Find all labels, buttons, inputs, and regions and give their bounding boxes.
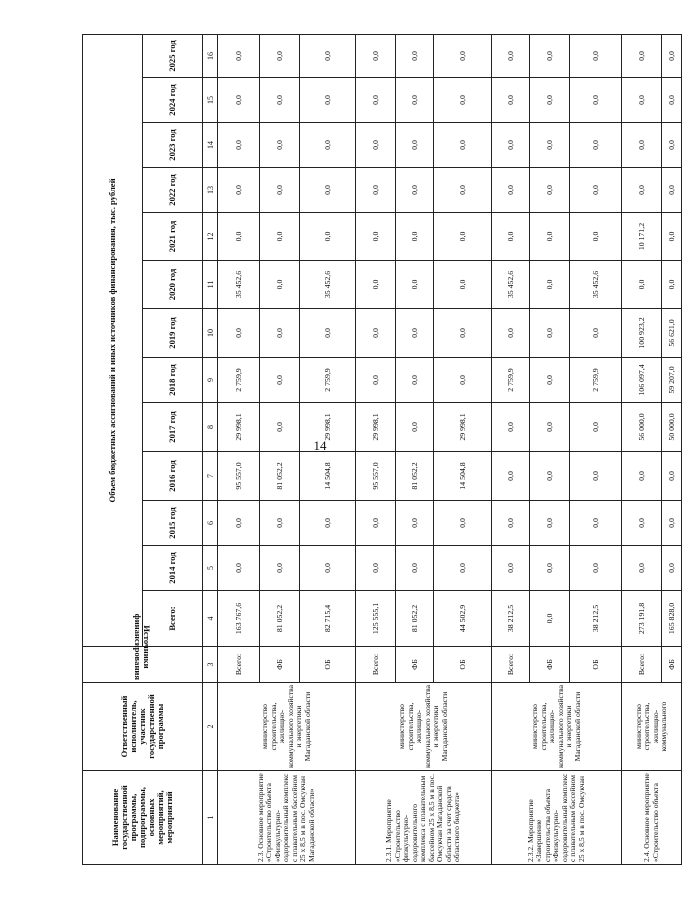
- year-value-cell: 0,0: [356, 501, 396, 546]
- funding-source-cell: Всего:: [622, 647, 662, 683]
- table-row: [622, 34, 662, 864]
- year-value-cell: 0,0: [260, 261, 300, 309]
- total-value-cell: 125 555,1: [356, 591, 396, 647]
- year-value-cell: 95 557,0: [356, 452, 396, 501]
- year-value-cell: 0,0: [218, 78, 260, 123]
- year-value-cell: 0,0: [218, 309, 260, 358]
- year-value-cell: 0,0: [434, 168, 492, 213]
- year-value-cell: 0,0: [492, 403, 530, 452]
- year-value-cell: 0,0: [300, 78, 356, 123]
- year-value-cell: 0,0: [300, 309, 356, 358]
- year-value-cell: 0,0: [622, 546, 662, 591]
- year-value-cell: 81 052,2: [260, 452, 300, 501]
- header-year: 2015 год: [143, 501, 203, 546]
- program-name-cell: 2.3.2. Мероприятие «Завершение строительства объекта «Физкультурно-оздоровительный комплекс с плавательным бассейном 25 х 8,5 м в пос. Омсукчан: [492, 771, 622, 865]
- year-value-cell: 0,0: [260, 501, 300, 546]
- total-value-cell: 38 212,5: [570, 591, 622, 647]
- column-number: 6: [203, 501, 218, 546]
- program-name-cell: 2.3.1. Мероприятие «Строительство физкультурно-оздоровительного комплекса с плавательным бассейном 25 х 8,5 м в пос. Омсукчан Магаданской области за счет средств областного бюджета»: [356, 771, 492, 865]
- year-value-cell: 0,0: [356, 261, 396, 309]
- year-value-cell: 0,0: [434, 34, 492, 77]
- column-number: 12: [203, 213, 218, 261]
- year-value-cell: 0,0: [622, 452, 662, 501]
- column-number: 4: [203, 591, 218, 647]
- year-value-cell: 0,0: [396, 123, 434, 168]
- year-value-cell: 0,0: [530, 501, 570, 546]
- year-value-cell: 0,0: [356, 546, 396, 591]
- year-value-cell: 0,0: [492, 452, 530, 501]
- funding-source-cell: ФБ: [530, 647, 570, 683]
- header-year: 2020 год: [143, 261, 203, 309]
- column-number: 16: [203, 34, 218, 77]
- year-value-cell: 0,0: [396, 34, 434, 77]
- year-value-cell: 0,0: [218, 168, 260, 213]
- funding-table: [82, 34, 682, 865]
- year-value-cell: 0,0: [570, 309, 622, 358]
- funding-source-cell: ФБ: [662, 647, 682, 683]
- year-value-cell: 0,0: [662, 213, 682, 261]
- year-value-cell: 35 452,6: [300, 261, 356, 309]
- year-value-cell: 0,0: [622, 168, 662, 213]
- year-value-cell: 0,0: [530, 546, 570, 591]
- year-value-cell: 0,0: [218, 213, 260, 261]
- year-value-cell: 0,0: [530, 213, 570, 261]
- responsible-cell: министерство строительства, жилищно-коммунального хозяйства и энергетики Магаданской области: [218, 683, 356, 771]
- year-value-cell: 0,0: [570, 34, 622, 77]
- year-value-cell: 0,0: [492, 501, 530, 546]
- funding-source-cell: ОБ: [570, 647, 622, 683]
- header-total: Всего:: [143, 591, 203, 647]
- year-value-cell: 0,0: [434, 546, 492, 591]
- year-value-cell: 0,0: [218, 546, 260, 591]
- year-value-cell: 0,0: [260, 309, 300, 358]
- column-number: 14: [203, 123, 218, 168]
- year-value-cell: 0,0: [662, 168, 682, 213]
- year-value-cell: 0,0: [662, 261, 682, 309]
- year-value-cell: 0,0: [396, 546, 434, 591]
- year-value-cell: 0,0: [434, 358, 492, 403]
- total-value-cell: 82 715,4: [300, 591, 356, 647]
- header-year: 2025 год: [143, 34, 203, 77]
- year-value-cell: 29 998,1: [434, 403, 492, 452]
- year-value-cell: 0,0: [570, 452, 622, 501]
- year-value-cell: 81 052,2: [396, 452, 434, 501]
- year-value-cell: 0,0: [530, 34, 570, 77]
- year-value-cell: 2 759,9: [570, 358, 622, 403]
- year-value-cell: 0,0: [434, 261, 492, 309]
- column-number: 15: [203, 78, 218, 123]
- total-value-cell: 0,0: [530, 591, 570, 647]
- year-value-cell: 0,0: [434, 309, 492, 358]
- funding-source-cell: ФБ: [396, 647, 434, 683]
- column-number: 10: [203, 309, 218, 358]
- year-value-cell: 0,0: [300, 501, 356, 546]
- funding-source-cell: Всего:: [356, 647, 396, 683]
- program-name-cell: 2.3. Основное мероприятие «Строительство объекта «Физкультурно-оздоровительный комплекс с плавательным бассейном 25 х 8,5 м в пос. Омсукчан Магаданской области»: [218, 771, 356, 865]
- header-year: 2021 год: [143, 213, 203, 261]
- year-value-cell: 0,0: [530, 358, 570, 403]
- year-value-cell: 0,0: [492, 34, 530, 77]
- program-name-cell: 2.4. Основное мероприятие «Строительство объекта: [622, 771, 682, 865]
- year-value-cell: 0,0: [492, 309, 530, 358]
- header-year: 2016 год: [143, 452, 203, 501]
- year-value-cell: 0,0: [570, 78, 622, 123]
- year-value-cell: 0,0: [260, 213, 300, 261]
- year-value-cell: 0,0: [396, 501, 434, 546]
- year-value-cell: 0,0: [356, 78, 396, 123]
- year-value-cell: 0,0: [300, 123, 356, 168]
- header-year: 2018 год: [143, 358, 203, 403]
- year-value-cell: 35 452,6: [492, 261, 530, 309]
- funding-source-cell: ОБ: [434, 647, 492, 683]
- year-value-cell: 0,0: [530, 403, 570, 452]
- year-value-cell: 0,0: [570, 213, 622, 261]
- year-value-cell: 0,0: [356, 358, 396, 403]
- year-value-cell: 0,0: [530, 78, 570, 123]
- header-year: 2022 год: [143, 168, 203, 213]
- year-value-cell: 0,0: [622, 123, 662, 168]
- year-value-cell: 0,0: [396, 78, 434, 123]
- year-value-cell: 0,0: [570, 403, 622, 452]
- year-value-cell: 0,0: [662, 452, 682, 501]
- year-value-cell: 0,0: [260, 123, 300, 168]
- year-value-cell: 0,0: [662, 123, 682, 168]
- responsible-cell: министерство строительства, жилищно-коммунального хозяйства и энергетики Магаданской области: [356, 683, 492, 771]
- total-value-cell: 81 052,2: [260, 591, 300, 647]
- year-value-cell: 0,0: [300, 34, 356, 77]
- year-value-cell: 0,0: [356, 309, 396, 358]
- year-value-cell: 0,0: [260, 78, 300, 123]
- column-number: 5: [203, 546, 218, 591]
- year-value-cell: 100 923,2: [622, 309, 662, 358]
- rotated-table-area: [82, 35, 676, 865]
- column-number: 9: [203, 358, 218, 403]
- total-value-cell: 163 767,6: [218, 591, 260, 647]
- year-value-cell: 0,0: [492, 78, 530, 123]
- year-value-cell: 0,0: [492, 546, 530, 591]
- header-year: 2014 год: [143, 546, 203, 591]
- year-value-cell: 0,0: [530, 261, 570, 309]
- year-value-cell: 0,0: [570, 546, 622, 591]
- year-value-cell: 10 171,2: [622, 213, 662, 261]
- header-funding-sources-text: Источники финансирования: [133, 613, 153, 680]
- year-value-cell: 0,0: [300, 213, 356, 261]
- year-value-cell: 0,0: [218, 501, 260, 546]
- year-value-cell: 0,0: [356, 168, 396, 213]
- table-row: [218, 34, 260, 864]
- year-value-cell: 0,0: [570, 168, 622, 213]
- total-value-cell: 165 828,0: [662, 591, 682, 647]
- column-number: 11: [203, 261, 218, 309]
- year-value-cell: 2 759,9: [300, 358, 356, 403]
- responsible-cell: министерство строительства, жилищно-коммунального: [622, 683, 682, 771]
- year-value-cell: 95 557,0: [218, 452, 260, 501]
- year-value-cell: 0,0: [662, 546, 682, 591]
- column-number: 7: [203, 452, 218, 501]
- year-value-cell: 14 504,8: [300, 452, 356, 501]
- year-value-cell: 0,0: [434, 213, 492, 261]
- page-number: 14: [313, 438, 327, 453]
- year-value-cell: 0,0: [396, 213, 434, 261]
- year-value-cell: 0,0: [218, 34, 260, 77]
- year-value-cell: 35 452,6: [218, 261, 260, 309]
- column-number: 3: [203, 647, 218, 683]
- year-value-cell: 0,0: [530, 123, 570, 168]
- year-value-cell: 0,0: [396, 403, 434, 452]
- total-value-cell: 38 212,5: [492, 591, 530, 647]
- year-value-cell: 0,0: [260, 403, 300, 452]
- year-value-cell: 0,0: [492, 168, 530, 213]
- funding-source-cell: Всего:: [218, 647, 260, 683]
- year-value-cell: 0,0: [530, 452, 570, 501]
- year-value-cell: 0,0: [396, 261, 434, 309]
- year-value-cell: 106 097,4: [622, 358, 662, 403]
- year-value-cell: 59 207,0: [662, 358, 682, 403]
- year-value-cell: 0,0: [492, 213, 530, 261]
- year-value-cell: 0,0: [570, 123, 622, 168]
- header-year: 2024 год: [143, 78, 203, 123]
- year-value-cell: 2 759,9: [218, 358, 260, 403]
- header-year: 2023 год: [143, 123, 203, 168]
- year-value-cell: 0,0: [662, 78, 682, 123]
- header-year: 2019 год: [143, 309, 203, 358]
- year-value-cell: 2 759,9: [492, 358, 530, 403]
- year-value-cell: 0,0: [622, 501, 662, 546]
- header-responsible: Ответственный исполнитель, участник государственной программы: [83, 683, 203, 771]
- year-value-cell: 0,0: [434, 78, 492, 123]
- column-number: 1: [203, 771, 218, 865]
- table-row: [492, 34, 530, 864]
- year-value-cell: 50 000,0: [662, 403, 682, 452]
- table-row: [356, 34, 396, 864]
- year-value-cell: 0,0: [622, 261, 662, 309]
- year-value-cell: 0,0: [260, 358, 300, 403]
- year-value-cell: 0,0: [300, 546, 356, 591]
- year-value-cell: 0,0: [396, 358, 434, 403]
- column-number: 13: [203, 168, 218, 213]
- header-funding-title: Объем бюджетных ассигнований и иных источников финансирования, тыс. рублей: [83, 34, 143, 646]
- year-value-cell: 0,0: [396, 309, 434, 358]
- year-value-cell: 0,0: [622, 34, 662, 77]
- column-number: 2: [203, 683, 218, 771]
- year-value-cell: 0,0: [662, 34, 682, 77]
- year-value-cell: 0,0: [530, 168, 570, 213]
- year-value-cell: 0,0: [662, 501, 682, 546]
- year-value-cell: 29 998,1: [356, 403, 396, 452]
- column-number: 8: [203, 403, 218, 452]
- year-value-cell: 0,0: [260, 34, 300, 77]
- year-value-cell: 0,0: [260, 546, 300, 591]
- funding-source-cell: Всего:: [492, 647, 530, 683]
- year-value-cell: 29 998,1: [218, 403, 260, 452]
- year-value-cell: 0,0: [356, 213, 396, 261]
- year-value-cell: 0,0: [434, 501, 492, 546]
- year-value-cell: 0,0: [356, 34, 396, 77]
- year-value-cell: 14 504,8: [434, 452, 492, 501]
- funding-source-cell: ФБ: [260, 647, 300, 683]
- total-value-cell: 81 052,2: [396, 591, 434, 647]
- year-value-cell: 0,0: [570, 501, 622, 546]
- header-year: 2017 год: [143, 403, 203, 452]
- year-value-cell: 0,0: [356, 123, 396, 168]
- year-value-cell: 56 000,0: [622, 403, 662, 452]
- year-value-cell: 0,0: [530, 309, 570, 358]
- year-value-cell: 0,0: [300, 168, 356, 213]
- header-program-name: Наименование государственной программы, подпрограммы, основных мероприятий, мероприятий: [83, 771, 203, 865]
- year-value-cell: 29 998,1: [300, 403, 356, 452]
- funding-source-cell: ОБ: [300, 647, 356, 683]
- year-value-cell: 35 452,6: [570, 261, 622, 309]
- year-value-cell: 0,0: [492, 123, 530, 168]
- year-value-cell: 0,0: [434, 123, 492, 168]
- year-value-cell: 56 621,0: [662, 309, 682, 358]
- year-value-cell: 0,0: [396, 168, 434, 213]
- total-value-cell: 44 502,9: [434, 591, 492, 647]
- year-value-cell: 0,0: [218, 123, 260, 168]
- year-value-cell: 0,0: [260, 168, 300, 213]
- responsible-cell: министерство строительства, жилищно-коммунального хозяйства и энергетики Магаданской области: [492, 683, 622, 771]
- table-wrapper: [82, 35, 676, 865]
- year-value-cell: 0,0: [622, 78, 662, 123]
- total-value-cell: 273 191,8: [622, 591, 662, 647]
